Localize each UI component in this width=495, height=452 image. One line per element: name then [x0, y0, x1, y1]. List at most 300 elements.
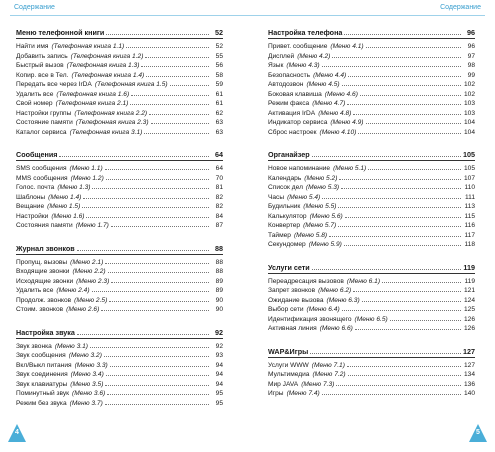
toc-entry[interactable] [16, 41, 223, 51]
dot-leader [92, 182, 209, 189]
dot-leader [170, 79, 209, 86]
entry-menu-ref: (Меню 5.2) [304, 174, 338, 182]
section-title: WAP&Игры [268, 346, 309, 356]
toc-entry[interactable] [16, 163, 223, 173]
entry-page-number: 111 [464, 193, 475, 201]
dot-leader [344, 28, 461, 35]
toc-entry[interactable] [268, 314, 475, 324]
section-title: Журнал звонков [16, 243, 75, 253]
entry-menu-ref: (Меню 6.2) [318, 287, 352, 294]
toc-section [16, 243, 223, 314]
entry-menu-ref: (Меню 2.1) [70, 258, 104, 266]
dot-leader [322, 60, 461, 67]
toc-entry[interactable] [268, 369, 475, 379]
entry-page-number: 58 [215, 71, 223, 79]
entry-name: SMS сообщения [16, 165, 67, 172]
toc-entry[interactable] [16, 285, 223, 295]
section-title: Настройка телефона [268, 28, 343, 37]
entry-name: Звук звонка [16, 342, 52, 350]
toc-entry[interactable] [268, 230, 475, 240]
entry-page-number: 59 [215, 81, 223, 88]
entry-page-number: 93 [215, 352, 223, 359]
entry-menu-ref: (Меню 5.3) [305, 184, 340, 191]
entry-menu-ref: (Меню 3.1) [54, 342, 88, 350]
entry-menu-ref: (Меню 1.4) [48, 193, 82, 201]
toc-entry[interactable] [268, 304, 475, 314]
entry-page-number: 121 [463, 287, 475, 294]
toc-section [16, 27, 223, 136]
toc-entry[interactable] [16, 211, 223, 221]
entry-name: Звук сообщения [16, 352, 66, 359]
entry-name: Выбор сети [268, 306, 304, 313]
entry-menu-ref: (Меню 3.6) [72, 390, 106, 397]
entry-menu-ref: (Меню 1.6) [51, 212, 85, 220]
entry-page-number: 81 [215, 184, 223, 191]
entry-page-number: 127 [463, 361, 475, 369]
entry-name: Добавить запись [16, 52, 68, 60]
entry-name: Голос. почта [16, 184, 55, 191]
dot-leader [338, 201, 461, 208]
entry-page-number: 84 [215, 212, 223, 220]
entry-name: Копир. все в Тел. [16, 71, 69, 79]
dot-leader [366, 117, 462, 124]
dot-leader [105, 379, 209, 386]
toc-entry[interactable] [16, 192, 223, 202]
dot-leader [382, 276, 461, 283]
entry-menu-ref: (Меню 2.2) [72, 268, 106, 275]
entry-name: Звук соединения [16, 371, 68, 378]
entry-page-number: 102 [463, 90, 475, 98]
entry-page-number: 110 [464, 184, 475, 191]
entry-name: Удалить все [16, 90, 54, 98]
entry-page-number: 88 [215, 268, 223, 275]
toc-entry[interactable] [268, 98, 475, 108]
entry-menu-ref: (Меню 7.4) [286, 390, 320, 397]
section-page-number: 88 [215, 243, 223, 253]
entry-page-number: 95 [215, 390, 223, 397]
dot-leader [329, 230, 461, 237]
entry-name: Удалить все [16, 287, 54, 294]
toc-entry[interactable] [16, 182, 223, 192]
header-divider [10, 15, 485, 16]
toc-entry[interactable] [16, 350, 223, 360]
entry-name: Индикатор сервиса [268, 119, 328, 126]
entry-name: Активная линия [268, 325, 317, 332]
entry-name: Режим факса [268, 100, 310, 107]
section-title: Органайзер [268, 150, 310, 159]
entry-menu-ref: (Меню 3.7) [69, 399, 103, 407]
toc-entry[interactable] [268, 388, 475, 398]
entry-name: Привет. сообщение [268, 43, 328, 50]
toc-entry[interactable] [268, 201, 475, 211]
entry-name: Конвертер [268, 222, 301, 229]
entry-name: Мир JAVA [268, 380, 299, 388]
entry-name: Дисплей [268, 52, 295, 60]
entry-menu-ref: (Меню 7.3) [301, 380, 335, 388]
page-number-badge-left [8, 424, 26, 442]
toc-entry[interactable] [268, 60, 475, 70]
entry-page-number: 88 [215, 258, 223, 266]
entry-name: Мультимедиа [268, 371, 310, 378]
entry-menu-ref: (Меню 6.4) [306, 306, 340, 313]
toc-entry[interactable] [268, 70, 475, 80]
dot-leader [336, 379, 461, 386]
dot-leader [339, 173, 461, 180]
entry-page-number: 136 [463, 380, 475, 388]
toc-entry[interactable] [268, 51, 475, 61]
dot-leader [107, 388, 209, 395]
toc-section [268, 149, 475, 249]
toc-entry[interactable] [16, 295, 223, 305]
entry-name: Вещание [16, 203, 45, 210]
entry-page-number: 90 [215, 296, 223, 304]
dot-leader [362, 295, 461, 302]
entry-page-number: 115 [464, 212, 475, 220]
dot-leader [322, 388, 461, 395]
toc-entry[interactable] [16, 341, 223, 351]
entry-page-number: 82 [215, 203, 223, 210]
dot-leader [332, 51, 461, 58]
dot-leader [312, 263, 461, 270]
entry-page-number: 99 [467, 71, 475, 79]
dot-leader [310, 347, 461, 354]
page-number-left: 4 [15, 429, 19, 436]
entry-name: Калькулятор [268, 212, 307, 220]
entry-menu-ref: (Меню 4.1) [330, 43, 364, 50]
entry-name: Услуги WWW [268, 361, 309, 369]
entry-page-number: 95 [215, 399, 223, 407]
entry-page-number: 96 [467, 43, 475, 50]
toc-entry[interactable] [268, 163, 475, 173]
toc-entry[interactable] [16, 220, 223, 230]
entry-name: Таймер [268, 231, 291, 239]
entry-name: Состояния памяти [16, 222, 73, 229]
entry-menu-ref: (Меню 6.3) [326, 296, 360, 304]
entry-menu-ref: (Меню 4.10) [319, 128, 357, 136]
section-page-number: 52 [215, 28, 223, 37]
toc-entry[interactable] [16, 257, 223, 267]
dot-leader [77, 328, 209, 335]
entry-menu-ref: (Меню 7.1) [311, 361, 345, 369]
toc-entry[interactable] [268, 285, 475, 295]
entry-name: Продолж. звонков [16, 296, 72, 304]
entry-page-number: 124 [463, 296, 475, 304]
section-page-number: 92 [215, 327, 223, 337]
toc-entry[interactable] [16, 51, 223, 61]
toc-entry[interactable] [16, 70, 223, 80]
entry-menu-ref: (Телефонная книга 2.1) [55, 100, 129, 107]
entry-menu-ref: (Меню 5.9) [308, 241, 342, 248]
entry-name: Календарь [268, 174, 302, 182]
entry-name: Свой номер [16, 100, 53, 107]
header-title-right: Содержание [440, 4, 481, 11]
dot-leader [345, 211, 461, 218]
dot-leader [151, 117, 209, 124]
entry-name: Настройки [16, 212, 49, 220]
entry-page-number: 63 [215, 128, 223, 136]
dot-leader [144, 127, 209, 134]
toc-entry[interactable] [268, 79, 475, 89]
entry-page-number: 62 [215, 109, 223, 117]
dot-leader [355, 323, 461, 330]
entry-menu-ref: (Телефонная книга 1.4) [71, 71, 145, 79]
toc-entry[interactable] [16, 388, 223, 398]
entry-name: Игры [268, 390, 284, 397]
dot-leader [146, 70, 209, 77]
dot-leader [110, 360, 209, 367]
entry-name: Сброс настроек [268, 128, 317, 136]
entry-menu-ref: (Меню 5.8) [293, 231, 328, 239]
toc-entry[interactable] [268, 108, 475, 118]
section-heading[interactable] [16, 243, 223, 255]
toc-column-left [16, 27, 223, 420]
entry-name: Идентификация звонящего [268, 315, 352, 323]
toc-entry[interactable] [268, 220, 475, 230]
toc-entry[interactable] [268, 173, 475, 183]
section-title: Сообщения [16, 150, 58, 159]
dot-leader [344, 239, 461, 246]
entry-menu-ref: (Меню 2.4) [56, 287, 90, 294]
entry-name: Исходящие звонки [16, 277, 74, 285]
dot-leader [390, 314, 461, 321]
toc-entry[interactable] [16, 276, 223, 286]
entry-name: Передать все через IrDA [16, 81, 92, 88]
dot-leader [353, 108, 461, 115]
dot-leader [106, 28, 209, 35]
entry-page-number: 89 [215, 277, 223, 285]
entry-name: Шаблоны [16, 193, 46, 201]
dot-leader [104, 350, 209, 357]
toc-entry[interactable] [16, 79, 223, 89]
entry-page-number: 107 [463, 174, 475, 182]
entry-name: Поминутный звук [16, 390, 70, 397]
toc-entry[interactable] [268, 89, 475, 99]
toc-entry[interactable] [268, 211, 475, 221]
entry-page-number: 70 [215, 174, 223, 182]
entry-menu-ref: (Меню 4.8) [318, 109, 352, 117]
entry-page-number: 113 [464, 203, 475, 210]
dot-leader [141, 60, 209, 67]
page-number-right: 5 [476, 429, 480, 436]
entry-name: Новое напоминание [268, 165, 331, 172]
toc-entry[interactable] [16, 360, 223, 370]
entry-name: Звук клавиатуры [16, 380, 68, 388]
dot-leader [90, 341, 209, 348]
entry-menu-ref: (Меню 1.7) [75, 222, 109, 229]
toc-entry[interactable] [16, 173, 223, 183]
toc-entry[interactable] [268, 182, 475, 192]
toc-entry[interactable] [16, 304, 223, 314]
entry-name: MMS сообщения [16, 174, 68, 182]
toc-entry[interactable] [268, 41, 475, 51]
toc-column-right [268, 27, 475, 411]
entry-menu-ref: (Телефонная книга 1.5) [94, 81, 168, 88]
dot-leader [105, 163, 209, 170]
dot-leader [342, 79, 461, 86]
dot-leader [341, 182, 461, 189]
dot-leader [347, 360, 461, 367]
section-page-number: 105 [463, 150, 475, 159]
section-heading[interactable] [16, 327, 223, 339]
entry-menu-ref: (Меню 5.4) [287, 193, 321, 201]
entry-name: Запрет звонков [268, 287, 316, 294]
section-heading[interactable] [16, 149, 223, 161]
entry-name: Режим без звука [16, 399, 67, 407]
toc-entry[interactable] [268, 276, 475, 286]
entry-page-number: 104 [463, 119, 475, 126]
entry-name: Вкл/Выкл питания [16, 361, 72, 369]
entry-page-number: 55 [215, 52, 223, 60]
entry-menu-ref: (Меню 5.1) [333, 165, 367, 172]
toc-entry[interactable] [16, 266, 223, 276]
entry-page-number: 89 [215, 287, 223, 294]
entry-menu-ref: (Меню 1.2) [70, 174, 104, 182]
dot-leader [77, 244, 209, 251]
dot-leader [109, 295, 209, 302]
section-heading[interactable] [268, 27, 475, 39]
entry-name: Секундомер [268, 241, 306, 248]
dot-leader [348, 70, 461, 77]
page-header [0, 4, 495, 16]
toc-entry[interactable] [16, 398, 223, 408]
toc-entry[interactable] [268, 127, 475, 137]
entry-menu-ref: (Меню 5.7) [303, 222, 337, 229]
section-title: Услуги сети [268, 262, 310, 272]
entry-name: Входящие звонки [16, 268, 70, 275]
section-title: Меню телефонной книги [16, 28, 105, 37]
entry-menu-ref: (Меню 7.2) [312, 371, 346, 378]
entry-menu-ref: (Меню 4.9) [330, 119, 364, 126]
toc-entry[interactable] [268, 239, 475, 249]
toc-entry[interactable] [16, 117, 223, 127]
dot-leader [82, 201, 209, 208]
dot-leader [106, 369, 209, 376]
toc-entry[interactable] [268, 117, 475, 127]
dot-leader [347, 98, 461, 105]
entry-page-number: 98 [467, 62, 475, 69]
toc-entry[interactable] [16, 60, 223, 70]
entry-page-number: 82 [215, 193, 223, 201]
entry-menu-ref: (Меню 1.1) [69, 165, 103, 172]
entry-menu-ref: (Меню 4.7) [312, 100, 346, 107]
toc-entry[interactable] [268, 192, 475, 202]
dot-leader [108, 266, 209, 273]
section-page-number: 127 [463, 346, 475, 356]
dot-leader [101, 304, 209, 311]
toc-entry[interactable] [16, 98, 223, 108]
entry-page-number: 64 [215, 165, 223, 172]
entry-name: Стоим. звонков [16, 306, 64, 313]
dot-leader [368, 163, 461, 170]
toc-entry[interactable] [16, 201, 223, 211]
dot-leader [106, 173, 209, 180]
entry-menu-ref: (Меню 4.3) [286, 62, 320, 69]
dot-leader [130, 98, 209, 105]
entry-menu-ref: (Меню 1.3) [57, 184, 91, 191]
entry-page-number: 90 [215, 306, 223, 313]
toc-entry[interactable] [16, 379, 223, 389]
page-number-badge-right [469, 424, 487, 442]
toc-entry[interactable] [16, 108, 223, 118]
toc-section [16, 149, 223, 230]
section-page-number: 96 [467, 28, 475, 37]
entry-name: Каталог сервиса [16, 128, 67, 136]
entry-page-number: 125 [463, 306, 475, 313]
dot-leader [105, 257, 209, 264]
entry-menu-ref: (Меню 6.5) [354, 315, 388, 323]
dot-leader [59, 150, 209, 157]
entry-menu-ref: (Меню 2.5) [74, 296, 108, 304]
entry-menu-ref: (Меню 5.5) [303, 203, 337, 210]
toc-entry[interactable] [16, 127, 223, 137]
dot-leader [111, 276, 209, 283]
toc-entry[interactable] [16, 89, 223, 99]
entry-page-number: 103 [463, 100, 475, 107]
toc-entry[interactable] [268, 323, 475, 333]
entry-menu-ref: (Меню 3.3) [74, 361, 108, 369]
entry-menu-ref: (Меню 1.5) [47, 203, 81, 210]
entry-name: Переадресация вызовов [268, 277, 344, 285]
entry-name: Быстрый вызов [16, 62, 64, 69]
toc-entry[interactable] [16, 369, 223, 379]
entry-menu-ref: (Телефонная книга 1.2) [70, 52, 144, 60]
section-heading[interactable] [268, 262, 475, 274]
dot-leader [83, 192, 209, 199]
toc-entry[interactable] [268, 360, 475, 370]
entry-name: Настройки группы [16, 109, 72, 117]
dot-leader [366, 41, 461, 48]
entry-page-number: 119 [464, 277, 475, 285]
entry-page-number: 116 [464, 222, 475, 229]
entry-page-number: 126 [463, 315, 475, 323]
toc-entry[interactable] [268, 295, 475, 305]
dot-leader [342, 304, 461, 311]
section-heading[interactable] [16, 27, 223, 39]
dot-leader [131, 89, 209, 96]
entry-menu-ref: (Меню 2.6) [66, 306, 100, 313]
entry-menu-ref: (Меню 3.4) [70, 371, 104, 378]
entry-name: Будильник [268, 203, 301, 210]
entry-name: Состояние памяти [16, 119, 73, 126]
entry-menu-ref: (Меню 5.6) [309, 212, 343, 220]
dot-leader [126, 41, 209, 48]
entry-name: Безопасность [268, 71, 311, 79]
entry-page-number: 117 [464, 231, 475, 239]
toc-entry[interactable] [268, 379, 475, 389]
entry-page-number: 63 [215, 119, 223, 126]
section-heading[interactable] [268, 149, 475, 161]
entry-menu-ref: (Телефонная книга 1.6) [56, 90, 130, 98]
section-page-number: 119 [463, 262, 475, 272]
entry-menu-ref: (Телефонная книга 1.3) [66, 62, 140, 69]
entry-page-number: 56 [215, 62, 223, 69]
entry-page-number: 104 [463, 128, 475, 136]
entry-menu-ref: (Меню 6.6) [319, 325, 353, 332]
entry-menu-ref: (Телефонная книга 3.1) [69, 128, 143, 136]
entry-page-number: 61 [215, 90, 223, 98]
section-heading[interactable] [268, 346, 475, 358]
entry-menu-ref: (Меню 4.2) [297, 52, 331, 60]
entry-page-number: 94 [215, 371, 223, 378]
entry-name: Пропущ. вызовы [16, 258, 68, 266]
entry-page-number: 52 [215, 43, 223, 50]
entry-page-number: 87 [215, 222, 223, 229]
entry-menu-ref: (Телефонная книга 1.1) [51, 43, 125, 50]
entry-name: Список дел [268, 184, 303, 191]
dot-leader [105, 398, 209, 405]
entry-page-number: 92 [215, 342, 223, 350]
dot-leader [111, 220, 209, 227]
